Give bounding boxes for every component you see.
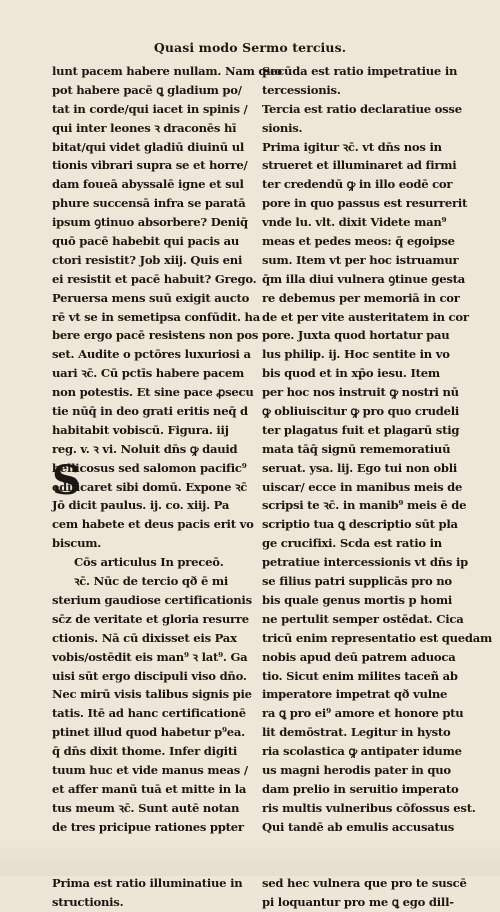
- text-line: uiscar/ ecce in manibus meis de: [262, 479, 463, 494]
- text-line: ipsum ꝯtinuo absorbere? Deniq̄: [52, 215, 248, 230]
- text-line: pi loquantur pro me ꝗ ego dill-: [262, 895, 454, 910]
- text-line: dam prelio in seruitio imperato: [262, 781, 459, 796]
- text-line: Tercia est ratio declaratiue osse: [262, 101, 462, 116]
- text-line: se filius patri supplicās pro no: [262, 574, 452, 589]
- text-line: ei resistit et pacē habuit? Grego.: [52, 271, 257, 286]
- text-line: sterium gaudiose certificationis: [52, 592, 252, 607]
- text-line: tat in corde/qui iacet in spinis /: [52, 101, 248, 116]
- text-line: Prima igitur ꝛc̄. vt dn̄s nos in: [262, 139, 442, 154]
- initial-capital: S: [52, 457, 81, 504]
- text-line: ꝙ obliuiscitur ꝙ pro quo crudeli: [262, 404, 460, 419]
- text-line: tatis. Itē ad hanc certificationē: [52, 706, 246, 721]
- text-line: de tres pricipue rationes ppter: [52, 819, 244, 834]
- text-line: tionis vibrari supra se et horre/: [52, 158, 248, 173]
- text-line: vobis/ostēdit eis man⁹ ꝛ lat⁹. Ga: [52, 649, 248, 664]
- text-line: non potestis. Et sine pace ꝓsecu: [52, 385, 254, 400]
- text-line: structionis.: [52, 895, 124, 910]
- text-line: ge crucifixi. Scda est ratio in: [262, 536, 442, 551]
- text-line: bis quod et in xp̄o iesu. Item: [262, 366, 440, 381]
- text-line: Qui tandē ab emulis accusatus: [262, 819, 455, 834]
- text-line: reg. v. ꝛ vi. Noluit dn̄s ꝙ dauid: [52, 441, 238, 456]
- text-line: bis quale genus mortis p homi: [262, 592, 453, 607]
- left-text-column: [52, 62, 282, 912]
- text-line: tus meum ꝛc̄. Sunt autē notan: [52, 800, 240, 815]
- text-line: qui inter leones ꝛ draconēs hī: [52, 120, 237, 135]
- text-line: ne pertulit semper ostēdat. Cica: [262, 611, 464, 626]
- text-line: scripsi te ꝛc̄. in manib⁹ meis ē de: [262, 498, 467, 513]
- text-line: tie nūq̄ in deo grati eritis neq̄ d: [52, 404, 248, 419]
- text-line: rē vt se in semetipsa confūdit. ha: [52, 309, 260, 324]
- text-line: bere ergo pacē resistens non pos: [52, 328, 259, 343]
- text-line: ter plagatus fuit et plagarū stig: [262, 422, 460, 437]
- text-line: vnde lu. vlt. dixit Videte man⁹: [262, 215, 447, 230]
- text-line: Cōs articulus In preceō.: [74, 555, 224, 570]
- text-line: ctionis. Nā cū dixisset eis Pax: [52, 630, 237, 645]
- text-line: strueret et illuminaret ad firmi: [262, 158, 457, 173]
- text-line: dam foueā abyssalē igne et sul: [52, 177, 244, 192]
- text-line: sionis.: [262, 120, 303, 135]
- text-line: ptinet illud quod habetur p⁹ea.: [52, 725, 245, 740]
- text-line: sc̄z de veritate et gloria resurre: [52, 611, 249, 626]
- text-line: us magni herodis pater in quo: [262, 762, 451, 777]
- text-line: tercessionis.: [262, 82, 341, 97]
- text-line: ris multis vulneribus cōfossus est.: [262, 800, 476, 815]
- text-line: tuum huc et vide manus meas /: [52, 762, 248, 777]
- text-line: edificaret sibi domū. Expone ꝛc̄: [52, 479, 248, 494]
- text-line: ra ꝗ pro ei⁹ amore et honore ptu: [262, 706, 464, 721]
- text-line: Prima est ratio illuminatiue in: [52, 876, 243, 891]
- text-line: imperatore impetrat qð vulne: [262, 687, 448, 702]
- text-line: quō pacē habebit qui pacis au: [52, 234, 240, 249]
- text-line: ctori resistit? Job xiij. Quis eni: [52, 252, 243, 267]
- text-line: ter credendū ꝙ in illo eodē cor: [262, 177, 453, 192]
- text-line: per hoc nos instruit ꝙ nostri nū: [262, 385, 459, 400]
- text-line: ria scolastica ꝙ antipater idume: [262, 744, 462, 759]
- text-line: re debemus per memoriā in cor: [262, 290, 460, 305]
- text-line: habitabit vobiscū. Figura. iij: [52, 422, 229, 437]
- text-line: petratiue intercessionis vt dn̄s ip: [262, 555, 468, 570]
- text-line: q̄ dn̄s dixit thome. Infer digiti: [52, 744, 238, 759]
- text-line: pore in quo passus est resurrerit: [262, 196, 468, 211]
- text-line: Nec mirū visis talibus signis pie: [52, 687, 252, 702]
- text-line: mata tāq̄ signū rememoratiuū: [262, 441, 451, 456]
- text-line: nobis apud deū patrem aduoca: [262, 649, 456, 664]
- running-header: Quasi modo Sermo tercius.: [153, 40, 347, 55]
- text-line: Peruersa mens suū exigit aucto: [52, 290, 250, 305]
- text-line: pore. Juxta quod hortatur pau: [262, 328, 450, 343]
- text-line: bellicosus sed salomon pacific⁹: [52, 460, 247, 475]
- text-line: sum. Item vt per hoc istruamur: [262, 252, 459, 267]
- text-line: Secūda est ratio impetratiue in: [262, 64, 458, 78]
- text-line: q̄m illa diui vulnera ꝯtinue gesta: [262, 271, 466, 286]
- text-line: lus philip. ij. Hoc sentite in vo: [262, 347, 450, 362]
- text-line: lunt pacem habere nullam. Nam quo: [52, 64, 282, 78]
- text-line: set. Audite o pctōres luxuriosi a: [52, 347, 251, 362]
- text-line: pot habere pacē ꝗ gladium po/: [52, 82, 242, 97]
- text-line: et affer manū tuā et mitte in la: [52, 781, 247, 796]
- text-line: ꝛc̄. Nūc de tercio qð ē mi: [74, 574, 229, 589]
- text-line: meas et pedes meos: q̄ egoipse: [262, 234, 455, 249]
- text-line: Jō dicit paulus. ij. co. xiij. Pa: [52, 498, 230, 513]
- text-line: seruat. ysa. lij. Ego tui non obli: [262, 460, 458, 475]
- text-line: uisi sūt ergo discipuli viso dn̄o.: [52, 668, 247, 683]
- text-line: sed hec vulnera que pro te suscē: [262, 876, 467, 891]
- text-line: biscum.: [52, 536, 102, 551]
- text-line: bitat/qui videt gladiū diuinū ul: [52, 139, 245, 154]
- text-line: scriptio tua ꝗ descriptio sūt pla: [262, 517, 458, 532]
- text-line: tio. Sicut enim milites taceñ ab: [262, 668, 458, 683]
- text-line: de et per vite austeritatem in cor: [262, 309, 469, 324]
- page-bottom-margin: [0, 836, 500, 876]
- text-line: lit demōstrat. Legitur in hysto: [262, 725, 451, 740]
- right-text-column: [262, 62, 493, 912]
- text-line: cem habete et deus pacis erit vo: [52, 517, 254, 532]
- text-line: uari ꝛc̄. Cū pctīs habere pacem: [52, 366, 245, 381]
- text-line: phure succensā infra se paratā: [52, 196, 246, 211]
- text-line: tricū enim representatio est quedam: [262, 630, 493, 645]
